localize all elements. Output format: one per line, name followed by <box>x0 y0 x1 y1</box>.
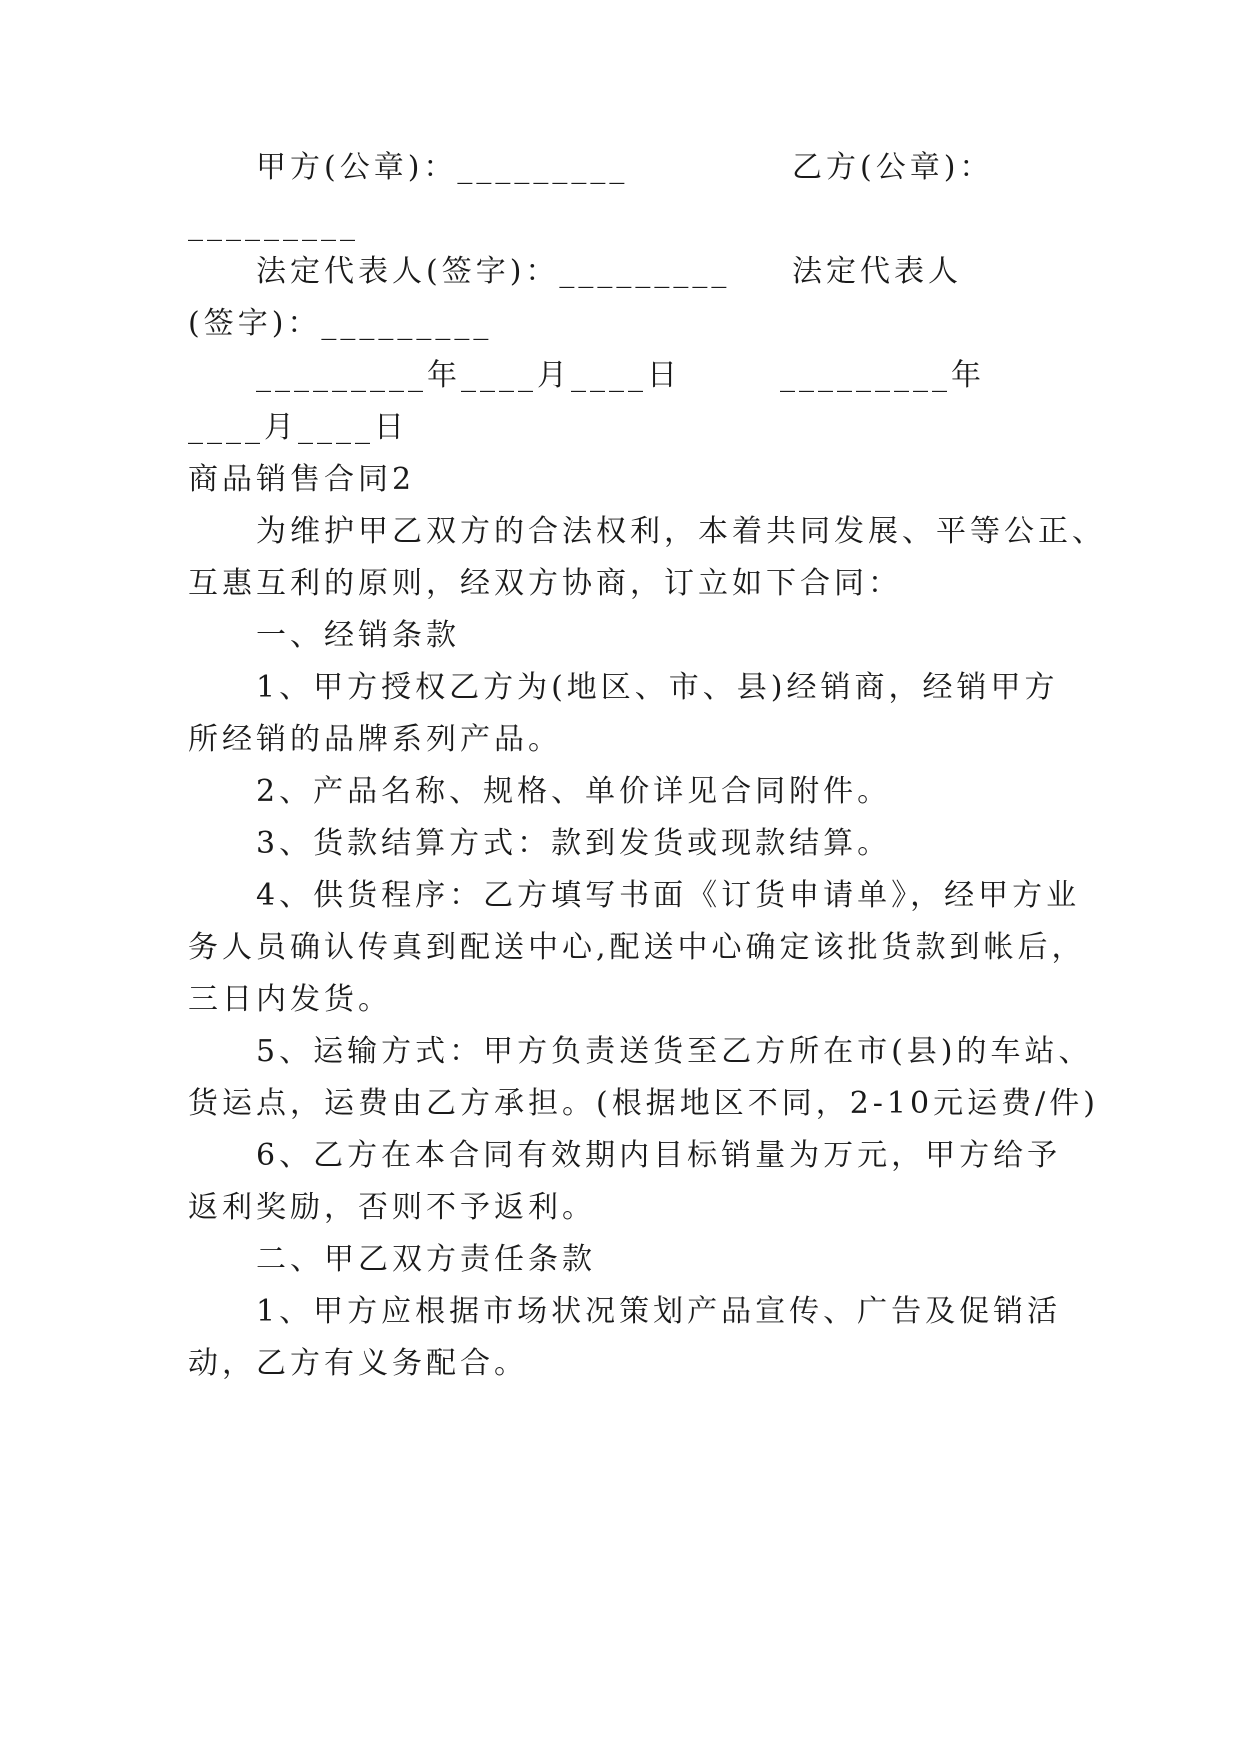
party-b-rep-cont: (签字)：_________ <box>188 306 493 341</box>
party-a-date-line <box>256 356 1136 396</box>
s2-item1-line-1: 1、甲方应根据市场状况策划产品宣传、广告及促销活 <box>256 1294 1062 1329</box>
party-b-date: _________年 <box>780 358 985 393</box>
party-b-seal-cont: _________ <box>188 207 359 242</box>
s1-item3: 3、货款结算方式：款到发货或现款结算。 <box>256 826 892 861</box>
s1-item5-line-2: 货运点，运费由乙方承担。(根据地区不同，2-10元运费/件) <box>188 1086 1099 1121</box>
contract-title: 商品销售合同2 <box>188 462 416 497</box>
party-a-rep: 法定代表人(签字)：_________ <box>256 254 731 289</box>
s1-item2: 2、产品名称、规格、单价详见合同附件。 <box>256 774 892 809</box>
s1-item4-line-1: 4、供货程序：乙方填写书面《订货申请单》，经甲方业 <box>256 878 1081 913</box>
section2-heading: 二、甲乙双方责任条款 <box>256 1242 596 1277</box>
party-a-seal-line <box>256 148 1136 188</box>
party-a-seal: 甲方(公章)：_________ <box>256 150 629 185</box>
party-b-seal: 乙方(公章)： <box>792 150 994 185</box>
s2-item1-line-2: 动，乙方有义务配合。 <box>188 1346 528 1381</box>
intro-line-2: 互惠互利的原则，经双方协商，订立如下合同： <box>188 566 902 601</box>
party-b-date-cont: ____月____日 <box>188 410 408 445</box>
s1-item1-line-2: 所经销的品牌系列产品。 <box>188 722 562 757</box>
intro-line-1: 为维护甲乙双方的合法权利，本着共同发展、平等公正、 <box>256 514 1106 549</box>
party-a-rep-line <box>256 252 1136 292</box>
party-a-date: _________年____月____日 <box>256 358 681 393</box>
s1-item6-line-1: 6、乙方在本合同有效期内目标销量为万元，甲方给予 <box>256 1138 1062 1173</box>
s1-item4-line-2: 务人员确认传真到配送中心,配送中心确定该批货款到帐后， <box>188 930 1086 965</box>
s1-item4-line-3: 三日内发货。 <box>188 982 392 1017</box>
s1-item5-line-1: 5、运输方式：甲方负责送货至乙方所在市(县)的车站、 <box>256 1034 1093 1069</box>
party-b-rep: 法定代表人 <box>792 254 962 289</box>
s1-item1-line-1: 1、甲方授权乙方为(地区、市、县)经销商，经销甲方 <box>256 670 1059 705</box>
section1-heading: 一、经销条款 <box>256 618 460 653</box>
s1-item6-line-2: 返利奖励，否则不予返利。 <box>188 1190 596 1225</box>
